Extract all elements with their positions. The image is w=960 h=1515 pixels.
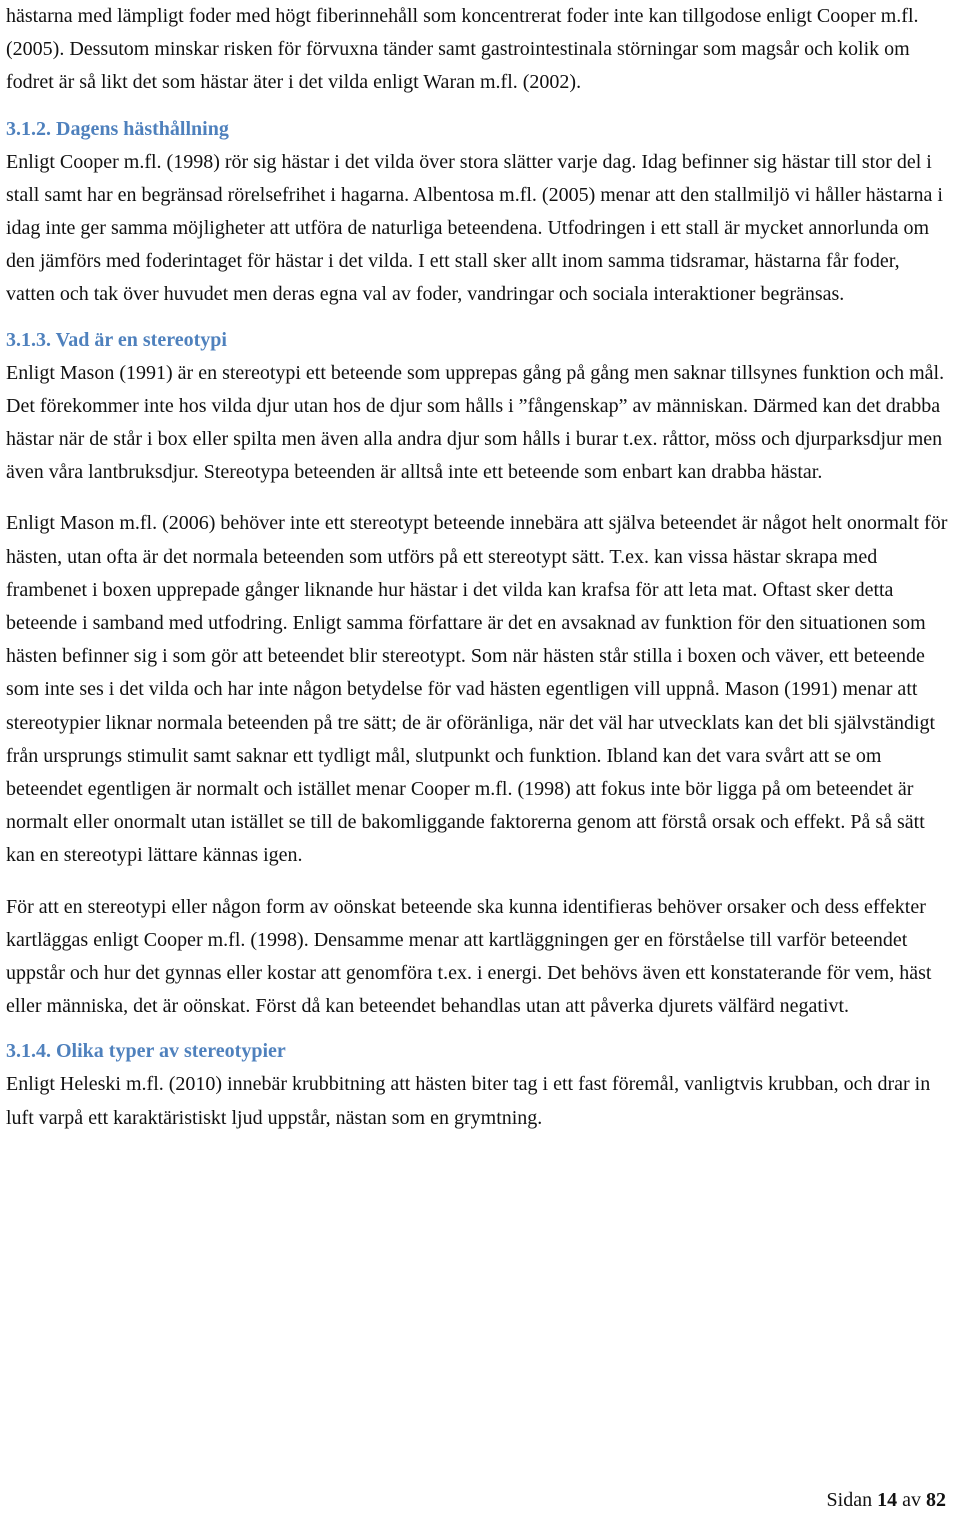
paragraph-stereotypi-definition: Enligt Mason (1991) är en stereotypi ett beteende som upprepas gång på gång men saknar tillsynes funktion och mål. Det förekommer inte hos vilda djur utan hos de djur som hålls i ”fångenskap” av människan. Därmed kan det drabba hästar när de står i box eller spilta men även alla andra djur som hålls i burar t.ex. råttor, möss och djurparksdjur men även våra lantbruksdjur. Stereotypa beteenden är alltså inte ett beteende som enbart kan drabba hästar. xyxy=(6,361,945,484)
paragraph-hasthallning: Enligt Cooper m.fl. (1998) rör sig hästar i det vilda över stora slätter varje dag. Idag befinner sig hästar till stor del i stall samt har en begränsad rörelsefrihet i hagarna. Albentosa m.fl. (2005) menar att den stallmiljö vi håller hästarna i idag inte ger samma möjligheter att utföra de naturliga beteendena. Utfodringen i ett stall är mycket annorlunda om den jämförs med foderintaget för hästar i det vilda. I ett stall sker allt inom samma tidsramar, hästarna får foder, vatten och tak över huvudet men deras egna val av foder, vandringar och sociala interaktioner begränsas. xyxy=(6,150,943,306)
paragraph-stereotypt-beteende: Enligt Mason m.fl. (2006) behöver inte ett stereotypt beteende innebära att själva beteendet är något helt onormalt för hästen, utan ofta är det normala beteenden som utförs på ett stereotypt sätt. T.ex. kan vissa hästar skrapa med frambenet i boxen upprepade gånger liknande hur hästar i det vilda kan krafsa för att leta mat. Oftast sker detta beteende i samband med utfodring. Enligt samma författare är det en avsaknad av funktion för den situationen som hästen befinner sig i som gör att beteendet blir stereotypt. Som när hästen står stilla i boxen och väver, ett beteende som inte ses i det vilda och har inte någon betydelse för vad hästen egentligen vill uppnå. Mason (1991) menar att stereotypier liknar normala beteenden på tre sätt; de är oföränliga, när det väl har utvecklats kan det bli självständigt från ursprungs stimulit samt saknar ett tydligt mål, slutpunkt och funktion. Ibland kan det vara svårt att se om beteendet egentligen är normalt och istället menar Cooper m.fl. (1998) att fokus inte bör ligga på om beteendet är normalt eller onormalt utan istället se till de bakomliggande faktorerna genom att förstå orsak och effekt. På så sätt kan en stereotypi lättare kännas igen. xyxy=(6,512,948,867)
footer-prefix: Sidan xyxy=(826,1489,873,1511)
footer-middle: av xyxy=(902,1489,921,1511)
footer-total-pages: 82 xyxy=(926,1489,946,1511)
document-page xyxy=(6,0,952,1135)
paragraph-feeding: hästarna med lämpligt foder med högt fiberinnehåll som koncentrerat foder inte kan tillgodose enligt Cooper m.fl. (2005). Dessutom minskar risken för förvuxna tänder samt gastrointestinala störningar som magsår och kolik om fodret är så likt det som hästar äter i det vilda enligt Waran m.fl. (2002). xyxy=(6,5,919,94)
paragraph-krubbitning: Enligt Heleski m.fl. (2010) innebär krubbitning att hästen biter tag i ett fast föremål, vanligtvis krubban, och drar in luft varpå ett karaktäristiskt ljud uppstår, nästan som en grymtning. xyxy=(6,1073,931,1129)
page-number-footer xyxy=(827,1485,946,1515)
paragraph-identifiering: För att en stereotypi eller någon form av oönskat beteende ska kunna identifieras behöver orsaker och dess effekter kartläggas enligt Cooper m.fl. (1998). Densamme menar att kartläggningen ger en förståelse till varför beteendet uppstår och hur det gynnas eller kostar att genomföra t.ex. i energi. Det behövs även ett konstaterande för vem, häst eller människa, det är oönskat. Först då kan beteendet behandlas utan att påverka djurets välfärd negativt. xyxy=(6,895,932,1018)
footer-current-page: 14 xyxy=(877,1489,898,1511)
heading-olika-typer: 3.1.4. Olika typer av stereotypier xyxy=(6,1040,286,1063)
heading-vad-ar-stereotypi: 3.1.3. Vad är en stereotypi xyxy=(6,328,227,351)
heading-dagens-hasthallning: 3.1.2. Dagens hästhållning xyxy=(6,117,229,140)
